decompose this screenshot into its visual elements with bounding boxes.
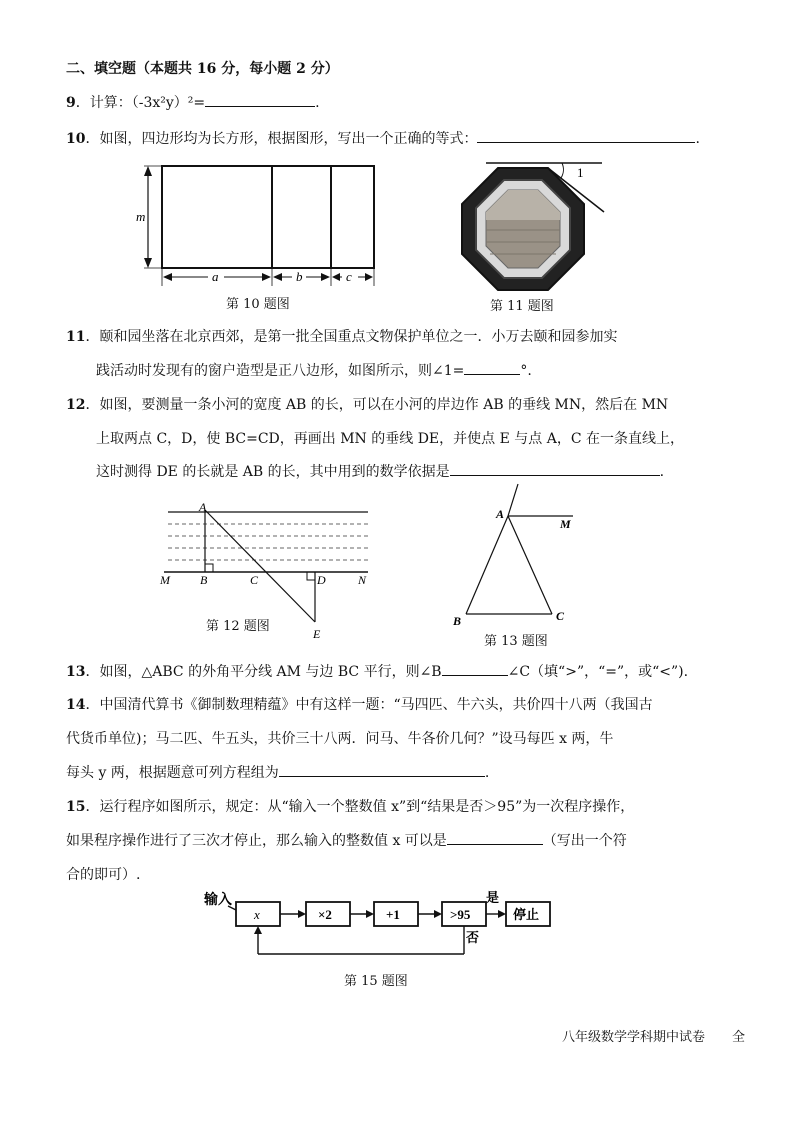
figure-13-caption: 第 13 题图 xyxy=(484,634,548,649)
question-10 xyxy=(66,128,700,148)
figure-13 xyxy=(448,484,588,634)
footer-title: 八年级数学学科期中试卷 xyxy=(562,1030,706,1045)
label-m: m xyxy=(136,209,146,224)
box-stop-label: 停止 xyxy=(513,907,540,922)
answer-blank[interactable] xyxy=(477,128,695,143)
box-x-label: x xyxy=(254,907,260,922)
answer-blank[interactable] xyxy=(205,92,315,107)
question-14-line2: 代货币单位)；马二匹、牛五头，共价三十八两．问马、牛各价几何？”设马每匹 x 两，牛 xyxy=(66,731,614,747)
figure-11 xyxy=(462,160,612,290)
question-number: 15 xyxy=(66,799,86,815)
point-N: N xyxy=(358,573,367,587)
question-14-line3 xyxy=(66,762,489,782)
box-times-2-label: ×2 xyxy=(318,907,332,922)
question-text: 践活动时发现有的窗户造型是正八边形，如图所示，则∠1= xyxy=(96,363,465,379)
punctuation: . xyxy=(695,131,700,147)
label-a: a xyxy=(212,269,219,284)
footer-suffix: 全 xyxy=(732,1030,746,1045)
label-yes: 是 xyxy=(486,890,500,905)
point-E: E xyxy=(313,627,321,641)
question-15-line3: 合的即可）. xyxy=(66,867,141,883)
figure-11-caption: 第 11 题图 xyxy=(490,299,554,314)
point-A: A xyxy=(199,500,207,514)
punctuation: . xyxy=(315,95,320,111)
label-b: b xyxy=(296,269,303,284)
point-C: C xyxy=(556,609,565,623)
point-B: B xyxy=(453,614,462,628)
point-M: M xyxy=(560,517,571,531)
question-12 xyxy=(66,394,668,414)
answer-blank[interactable] xyxy=(279,762,485,777)
answer-blank[interactable] xyxy=(450,461,660,476)
question-text: 如果程序操作进行了三次才停止，那么输入的整数值 x 可以是 xyxy=(66,833,447,849)
point-D: D xyxy=(317,573,326,587)
question-text: ．中国清代算书《御制数理精蕴》中有这样一题：“马四匹、牛六头，共价四十八两（我国古 xyxy=(85,697,653,713)
question-11 xyxy=(66,326,617,346)
question-number: 12 xyxy=(66,397,86,413)
extension-BA xyxy=(508,484,518,516)
question-12-line2: 上取两点 C，D，使 BC=CD，再画出 MN 的垂线 DE，并使点 E 与点 A，C 在一条直线上， xyxy=(96,431,684,447)
answer-blank[interactable] xyxy=(464,360,520,375)
answer-blank[interactable] xyxy=(447,830,543,845)
figure-15-flowchart xyxy=(200,888,560,964)
question-text: 这时测得 DE 的长就是 AB 的长，其中用到的数学依据是 xyxy=(96,464,450,480)
point-B: B xyxy=(200,573,208,587)
label-no: 否 xyxy=(466,930,480,945)
question-14 xyxy=(66,694,653,714)
point-M: M xyxy=(160,573,170,587)
label-c: c xyxy=(346,269,352,284)
question-text: ∠C（填“>”，“=”，或“<”). xyxy=(507,664,689,680)
figure-12 xyxy=(160,500,380,650)
side-AB xyxy=(466,516,508,614)
question-text: ．颐和园坐落在北京西郊，是第一批全国重点文物保护单位之一．小万去颐和园参加实 xyxy=(85,329,618,345)
point-A: A xyxy=(496,507,505,521)
box-plus-1-label: +1 xyxy=(386,907,400,922)
punctuation: . xyxy=(484,765,490,781)
question-text: （写出一个符 xyxy=(542,833,627,849)
figure-10-caption: 第 10 题图 xyxy=(226,297,290,312)
question-text: ．运行程序如图所示，规定：从“输入一个整数值 x”到“结果是否＞95”为一次程序操作， xyxy=(85,799,635,815)
question-15-line2 xyxy=(66,830,627,850)
question-text: ．如图，要测量一条小河的宽度 AB 的长，可以在小河的岸边作 AB 的垂线 MN，然后在 MN xyxy=(85,397,669,413)
question-15 xyxy=(66,796,634,816)
punctuation: . xyxy=(659,464,665,480)
segment-AE xyxy=(205,510,315,622)
question-13 xyxy=(66,661,688,681)
question-text: 每头 y 两，根据题意可列方程组为 xyxy=(66,765,279,781)
question-number: 13 xyxy=(66,664,86,680)
section-heading: 二、填空题（本题共 16 分，每小题 2 分） xyxy=(66,61,339,77)
question-9 xyxy=(66,92,320,112)
box-compare-95-label: >95 xyxy=(450,907,471,922)
question-number: 9 xyxy=(66,95,76,111)
question-number: 10 xyxy=(66,131,86,147)
label-input: 输入 xyxy=(204,893,232,908)
question-11-line2 xyxy=(96,360,532,380)
side-AC xyxy=(508,516,552,614)
question-number: 11 xyxy=(66,329,86,345)
question-number: 14 xyxy=(66,697,86,713)
outer-rectangle xyxy=(162,166,374,268)
figure-12-caption: 第 12 题图 xyxy=(206,619,270,634)
angle-label-1: 1 xyxy=(577,165,584,180)
point-C: C xyxy=(250,573,259,587)
question-text: ．如图，△ABC 的外角平分线 AM 与边 BC 平行，则∠B xyxy=(85,664,442,680)
figure-15-caption: 第 15 题图 xyxy=(344,974,408,989)
question-text: ．如图，四边形均为长方形，根据图形，写出一个正确的等式： xyxy=(85,131,478,147)
punctuation: °. xyxy=(520,363,532,379)
question-text: ．计算：（-3x²y）²= xyxy=(75,95,206,111)
figure-10 xyxy=(130,158,390,288)
question-12-line3 xyxy=(96,461,664,481)
answer-blank[interactable] xyxy=(442,661,508,676)
